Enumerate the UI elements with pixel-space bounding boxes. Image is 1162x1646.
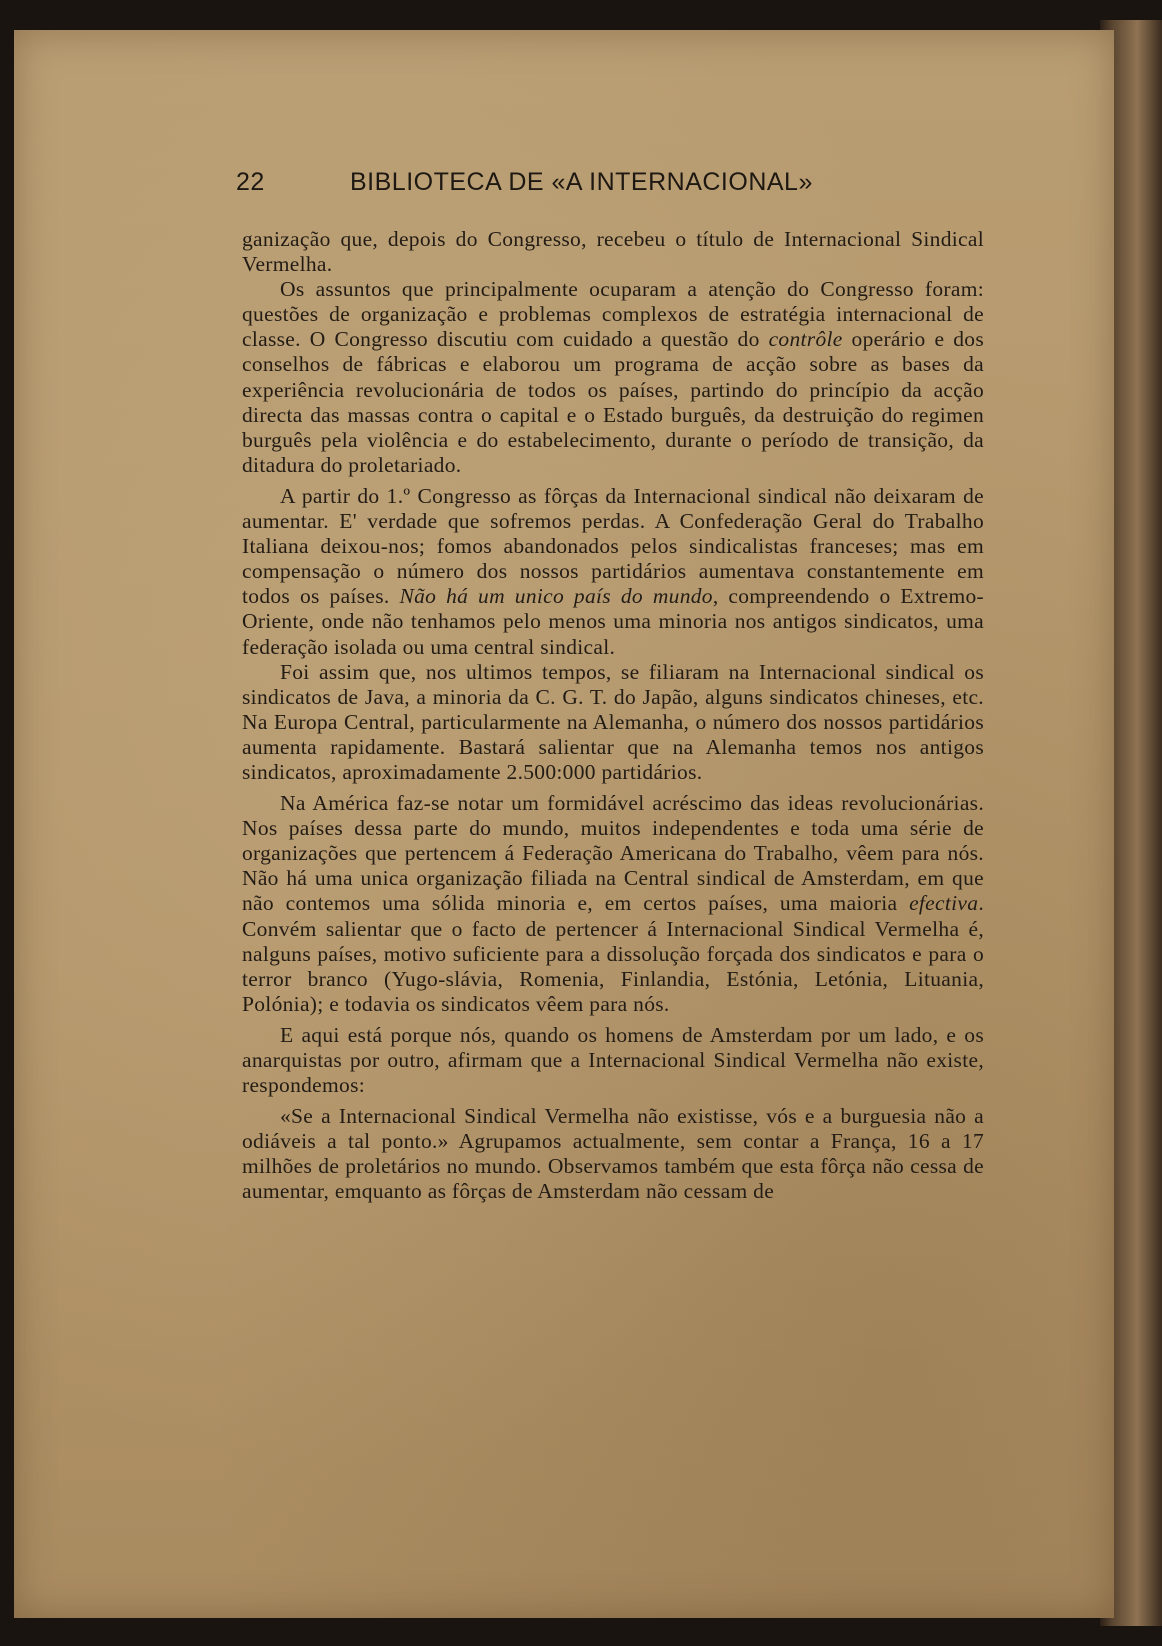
paragraph-1: ganização que, depois do Congresso, recebeu o título de Internacional Sindical Vermelha. bbox=[242, 227, 984, 277]
page-number: 22 bbox=[236, 168, 265, 196]
paragraph-5: Na América faz-se notar um formidável acréscimo das ideas revolucionárias. Nos países dessa parte do mundo, muitos independentes e toda uma série de organizações que pertencem á Federação Americana do Trabalho, vêem para nós. Não há uma unica organização filiada na Central sindical de Amsterdam, em que não contemos uma sólida minoria e, em certos países, uma maioria efectiva. Convém salientar que o facto de pertencer á Internacional Sindical Vermelha é, nalguns países, motivo suficiente para a dissolução forçada dos sindicatos e para o terror branco (Yugo-slávia, Romenia, Finlandia, Estónia, Letónia, Lituania, Polónia); e todavia os sindicatos vêem para nós. bbox=[242, 791, 984, 1016]
paragraph-2: Os assuntos que principalmente ocuparam a atenção do Congresso foram: questões de organização e problemas complexos de estratégia internacional de classe. O Congresso discutiu com cuidado a questão do contrôle operário e dos conselhos de fábricas e elaborou um programa de acção sobre as bases da experiência revolucionária de todos os países, partindo do princípio da acção directa das massas contra o capital e o Estado burguês, da destruição do regimen burguês pela violência e do estabelecimento, durante o período de transição, da ditadura do proletariado. bbox=[242, 277, 984, 477]
body-text bbox=[242, 227, 984, 1205]
paragraph-4: Foi assim que, nos ultimos tempos, se filiaram na Internacional sindical os sindicatos de Java, a minoria da C. G. T. do Japão, alguns sindicatos chineses, etc. Na Europa Central, particularmente na Alemanha, o número dos nossos partidários aumenta rapidamente. Bastará salientar que na Alemanha temos nos antigos sindicatos, aproximadamente 2.500:000 partidários. bbox=[242, 659, 984, 784]
paragraph-6: E aqui está porque nós, quando os homens de Amsterdam por um lado, e os anarquistas por outro, afirmam que a Internacional Sindical Vermelha não existe, respondemos: bbox=[242, 1022, 984, 1098]
emphasis-nao-ha: Não há um unico país do mundo bbox=[399, 584, 713, 609]
emphasis-controle: contrôle bbox=[768, 327, 843, 352]
paragraph-3: A partir do 1.º Congresso as fôrças da Internacional sindical não deixaram de aumentar. E' verdade que sofremos perdas. A Confederação Geral do Trabalho Italiana deixou-nos; fomos abandonados pelos sindicalistas franceses; mas em compensação o número dos nossos partidários aumentava constantemente em todos os países. Não há um unico país do mundo, compreendendo o Extremo-Oriente, onde não tenhamos pelo menos uma minoria nos antigos sindicatos, uma federação isolada ou uma central sindical. bbox=[242, 483, 985, 659]
emphasis-efectiva: efectiva bbox=[909, 891, 979, 916]
paragraph-7: «Se a Internacional Sindical Vermelha não existisse, vós e a burguesia não a odiáveis a tal ponto.» Agrupamos actualmente, sem contar a França, 16 a 17 milhões de proletários no mundo. Observamos também que esta fôrça não cessa de aumentar, emquanto as fôrças de Amsterdam não cessam de bbox=[242, 1104, 984, 1204]
running-title: BIBLIOTECA DE «A INTERNACIONAL» bbox=[350, 168, 813, 196]
running-header bbox=[236, 168, 996, 197]
